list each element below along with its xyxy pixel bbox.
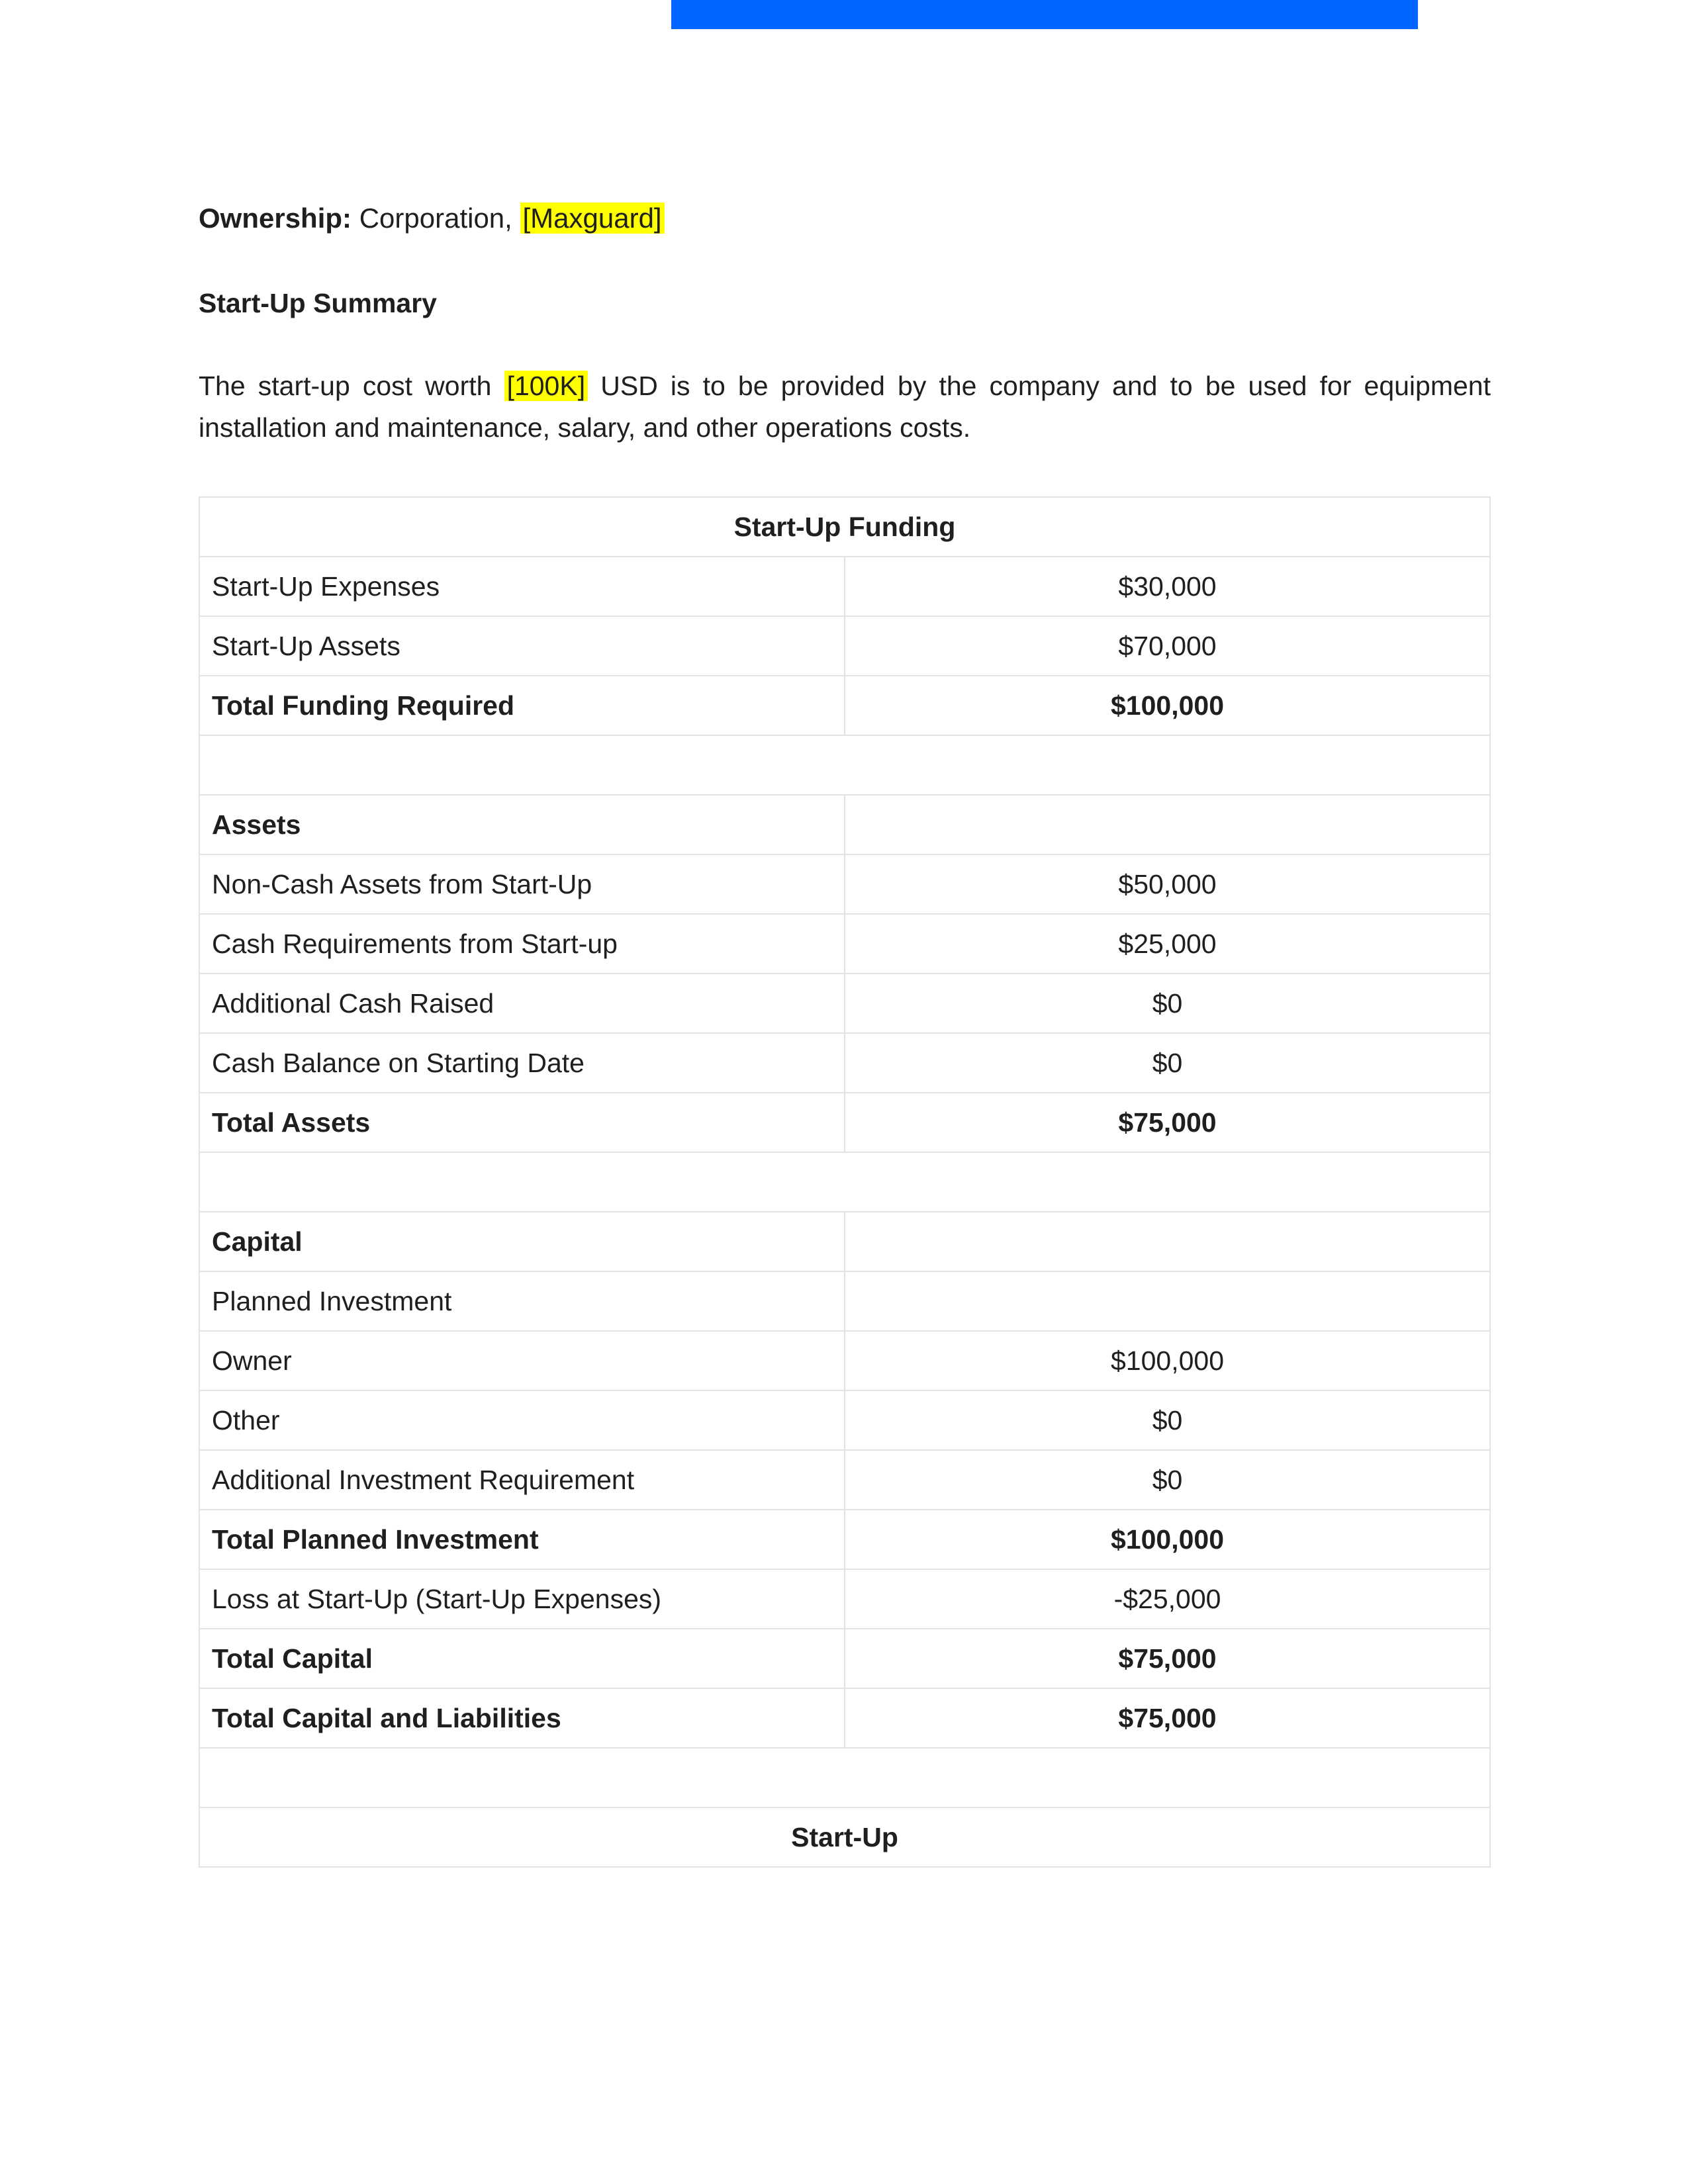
row-label: Total Assets [199, 1093, 845, 1152]
row-value: $75,000 [845, 1688, 1490, 1748]
spacer-cell [199, 1152, 1490, 1212]
table-row-total [199, 1688, 1490, 1748]
table-row [199, 1033, 1490, 1093]
table-row-total [199, 1510, 1490, 1569]
row-value: $100,000 [845, 1331, 1490, 1390]
row-label: Total Funding Required [199, 676, 845, 735]
table-row [199, 854, 1490, 914]
row-value [845, 1271, 1490, 1331]
table-row [199, 616, 1490, 676]
table-row [199, 1450, 1490, 1510]
row-label: Total Capital and Liabilities [199, 1688, 845, 1748]
row-value: $25,000 [845, 914, 1490, 974]
table-section-row [199, 1212, 1490, 1271]
table-row-total [199, 1093, 1490, 1152]
table-row [199, 1569, 1490, 1629]
ownership-value: Corporation, [359, 203, 512, 234]
table-spacer-row [199, 735, 1490, 795]
ownership-line [199, 199, 1491, 238]
summary-paragraph [199, 365, 1491, 449]
row-value: $0 [845, 1390, 1490, 1450]
ownership-label: Ownership: [199, 203, 352, 234]
row-label: Total Capital [199, 1629, 845, 1688]
row-label: Assets [199, 795, 845, 854]
row-value: $0 [845, 1450, 1490, 1510]
table-spacer-row [199, 1152, 1490, 1212]
section-heading: Start-Up Summary [199, 288, 437, 318]
row-value: $100,000 [845, 676, 1490, 735]
document-body [199, 199, 1491, 1868]
row-value [845, 795, 1490, 854]
row-value: $0 [845, 974, 1490, 1033]
row-value [845, 1212, 1490, 1271]
table-spacer-row [199, 1748, 1490, 1807]
row-label: Total Planned Investment [199, 1510, 845, 1569]
row-label: Additional Investment Requirement [199, 1450, 845, 1510]
row-label: Planned Investment [199, 1271, 845, 1331]
row-value: $100,000 [845, 1510, 1490, 1569]
table-footer-caption: Start-Up [199, 1807, 1490, 1867]
row-label: Cash Requirements from Start-up [199, 914, 845, 974]
row-label: Cash Balance on Starting Date [199, 1033, 845, 1093]
table-section-row [199, 795, 1490, 854]
row-value: $75,000 [845, 1629, 1490, 1688]
table-row [199, 1390, 1490, 1450]
spacer-cell [199, 1748, 1490, 1807]
row-value: $70,000 [845, 616, 1490, 676]
table-title: Start-Up Funding [199, 497, 1490, 557]
table-row-total [199, 676, 1490, 735]
table-row-total [199, 1629, 1490, 1688]
row-label: Additional Cash Raised [199, 974, 845, 1033]
row-label: Start-Up Assets [199, 616, 845, 676]
row-value: $0 [845, 1033, 1490, 1093]
amount-highlight: [100K] [504, 371, 588, 401]
startup-funding-table [199, 496, 1491, 1868]
table-footer-row [199, 1807, 1490, 1867]
table-row [199, 1271, 1490, 1331]
table-row [199, 974, 1490, 1033]
summary-text-before: The start-up cost worth [199, 371, 492, 401]
row-value: $75,000 [845, 1093, 1490, 1152]
row-label: Start-Up Expenses [199, 557, 845, 616]
table-row [199, 1331, 1490, 1390]
table-header-row [199, 497, 1490, 557]
company-name-highlight: [Maxguard] [520, 203, 665, 234]
summary-text-after: USD is to be provided by the company and to be used for equipment installation and maintenance, salary, and other operations costs. [199, 371, 1491, 443]
table-row [199, 557, 1490, 616]
accent-bar [671, 0, 1418, 29]
row-value: -$25,000 [845, 1569, 1490, 1629]
row-label: Owner [199, 1331, 845, 1390]
row-value: $50,000 [845, 854, 1490, 914]
spacer-cell [199, 735, 1490, 795]
row-label: Other [199, 1390, 845, 1450]
row-value: $30,000 [845, 557, 1490, 616]
row-label: Capital [199, 1212, 845, 1271]
row-label: Loss at Start-Up (Start-Up Expenses) [199, 1569, 845, 1629]
row-label: Non-Cash Assets from Start-Up [199, 854, 845, 914]
table-row [199, 914, 1490, 974]
